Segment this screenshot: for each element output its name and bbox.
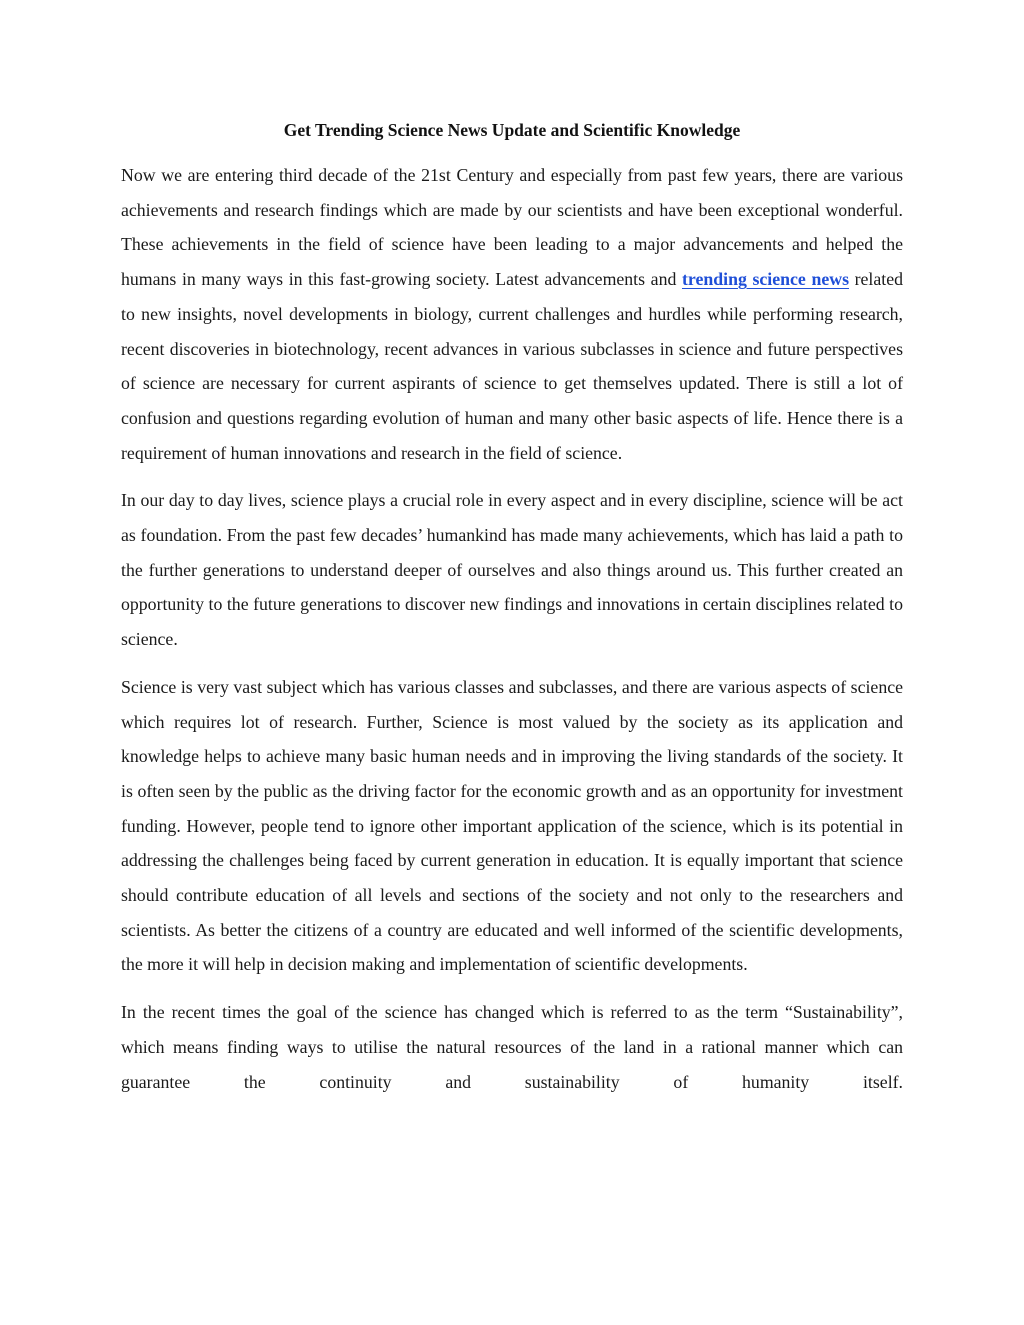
document-body [121, 118, 903, 1112]
paragraph-2: In our day to day lives, science plays a crucial role in every aspect and in every discipline, science will be act as foundation. From the past few decades’ humankind has made many achievements, which has laid a path to the further generations to understand deeper of ourselves and also things around us. This further created an opportunity to the future generations to discover new findings and innovations in certain disciplines related to science. [121, 490, 903, 650]
paragraph-1 [121, 158, 903, 470]
document-title: Get Trending Science News Update and Scientific Knowledge [283, 120, 741, 140]
paragraph-1-text-before-link: Now we are entering third decade of the 21st Century and especially from past few years, there are various achievements and research findings which are made by our scientists and have been exceptional wonderful. These achievements in the field of science have been leading to a major advancements and helped the humans in many ways in this fast-growing society. Latest advancements and [121, 165, 903, 290]
paragraph-3: Science is very vast subject which has various classes and subclasses, and there are various aspects of science which requires lot of research. Further, Science is most valued by the society as its application and knowledge helps to achieve many basic human needs and in improving the living standards of the society. It is often seen by the public as the driving factor for the economic growth and as an opportunity for investment funding. However, people tend to ignore other important application of the science, which is its potential in addressing the challenges being faced by current generation in education. It is equally important that science should contribute education of all levels and sections of the society and not only to the researchers and scientists. As better the citizens of a country are educated and well informed of the scientific developments, the more it will help in decision making and implementation of scientific developments. [121, 676, 903, 975]
paragraph-4: In the recent times the goal of the science has changed which is referred to as the term “Sustainability”, which means finding ways to utilise the natural resources of the land in a rational manner which can guarantee the continuity and sustainability of humanity itself. [121, 1002, 903, 1092]
paragraph-1-text-after-link: related to new insights, novel developments in biology, current challenges and hurdles while performing research, recent discoveries in biotechnology, recent advances in various subclasses in science and future perspectives of science are necessary for current aspirants of science to get themselves updated. There is still a lot of confusion and questions regarding evolution of human and many other basic aspects of life. Hence there is a requirement of human innovations and research in the field of science. [121, 269, 903, 463]
trending-science-news-link[interactable]: trending science news [681, 269, 849, 290]
